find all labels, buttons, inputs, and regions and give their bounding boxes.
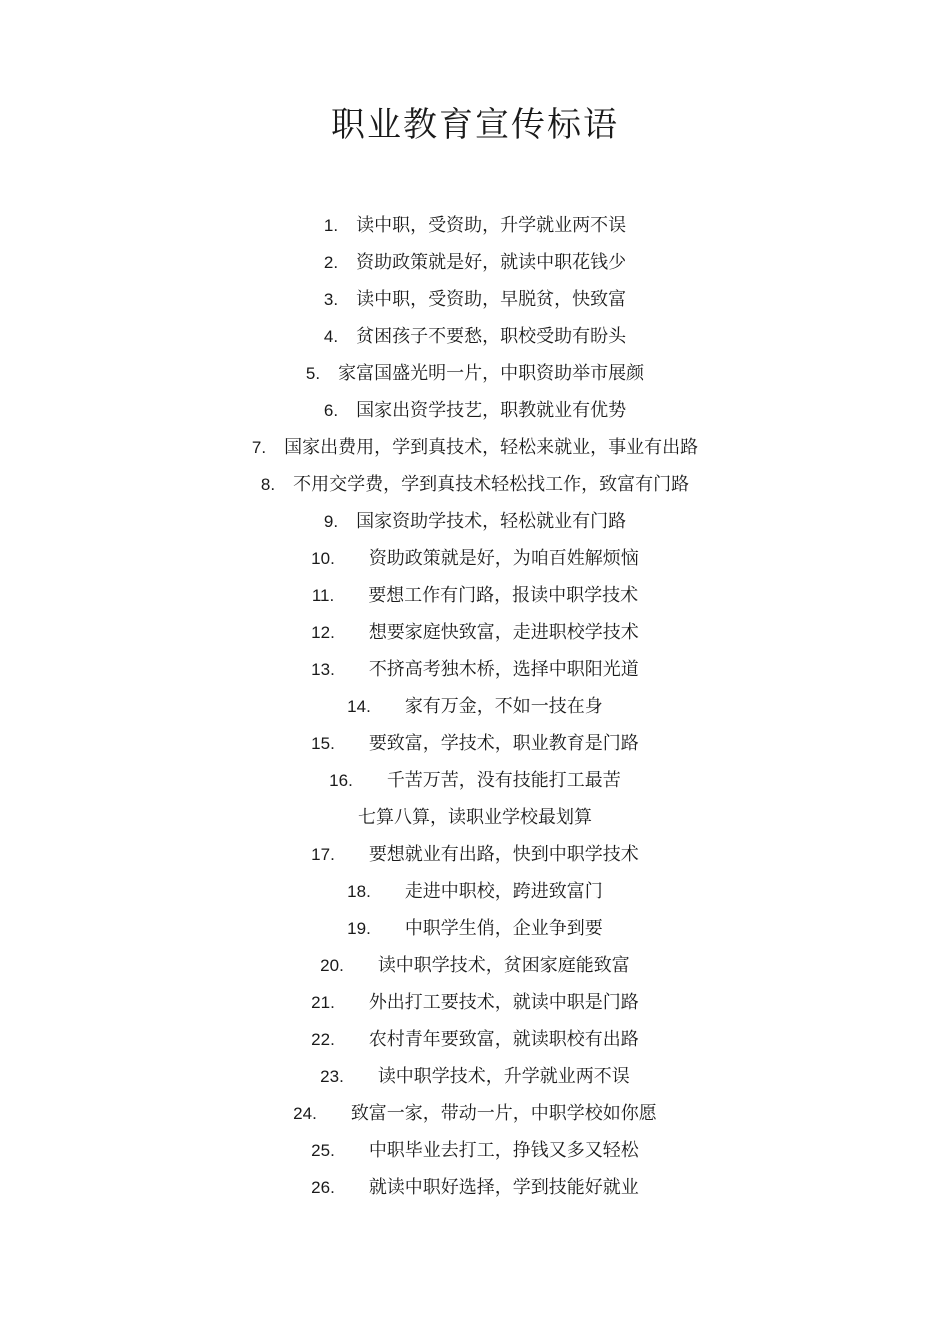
list-item	[0, 651, 950, 688]
list-item	[0, 947, 950, 984]
item-text: 千苦万苦，没有技能打工最苦	[386, 770, 621, 791]
item-number: 12.	[311, 623, 335, 642]
item-number: 7.	[251, 438, 267, 457]
list-item	[0, 799, 950, 836]
list-item	[0, 244, 950, 281]
list-item	[0, 1058, 950, 1095]
item-text: 要想工作有门路，报读中职学技术	[368, 585, 639, 606]
item-number: 10.	[311, 549, 335, 568]
item-number: 14.	[347, 697, 371, 716]
item-number: 22.	[311, 1030, 335, 1049]
list-item	[0, 503, 950, 540]
item-text: 不用交学费，学到真技术轻松找工作，致富有门路	[293, 474, 690, 495]
item-text: 致富一家，带动一片，中职学校如你愿	[350, 1103, 657, 1124]
item-text: 要致富，学技术，职业教育是门路	[368, 733, 639, 754]
item-text: 国家出资学技艺，职教就业有优势	[356, 400, 627, 421]
item-text: 贫困孩子不要愁，职校受助有盼头	[356, 326, 627, 347]
item-text: 读中职，受资助，升学就业两不误	[356, 215, 627, 236]
item-number: 25.	[311, 1141, 335, 1160]
item-text: 走进中职校，跨进致富门	[404, 881, 603, 902]
list-item	[0, 466, 950, 503]
list-item	[0, 281, 950, 318]
item-text: 读中职学技术，升学就业两不误	[377, 1066, 630, 1087]
list-item	[0, 318, 950, 355]
item-text: 资助政策就是好，就读中职花钱少	[356, 252, 627, 273]
list-item	[0, 688, 950, 725]
list-item	[0, 984, 950, 1021]
item-number: 21.	[311, 993, 335, 1012]
list-item	[0, 614, 950, 651]
slogan-list	[0, 207, 950, 1206]
list-item	[0, 725, 950, 762]
list-item	[0, 1095, 950, 1132]
list-item	[0, 1132, 950, 1169]
item-text: 国家资助学技术，轻松就业有门路	[356, 511, 627, 532]
item-number: 5.	[305, 364, 321, 383]
list-item	[0, 873, 950, 910]
item-number: 18.	[347, 882, 371, 901]
item-number: 23.	[320, 1067, 344, 1086]
item-text: 读中职，受资助，早脱贫，快致富	[356, 289, 627, 310]
item-text: 不挤高考独木桥，选择中职阳光道	[368, 659, 639, 680]
item-number: 4.	[323, 327, 339, 346]
list-item	[0, 1021, 950, 1058]
list-item	[0, 1169, 950, 1206]
list-item	[0, 355, 950, 392]
list-item	[0, 836, 950, 873]
item-number: 20.	[320, 956, 344, 975]
item-text: 资助政策就是好，为咱百姓解烦恼	[368, 548, 639, 569]
item-number: 8.	[260, 475, 276, 494]
item-number: 17.	[311, 845, 335, 864]
item-number: 26.	[311, 1178, 335, 1197]
item-text: 国家出费用，学到真技术，轻松来就业，事业有出路	[284, 437, 699, 458]
item-text: 读中职学技术，贫困家庭能致富	[377, 955, 630, 976]
item-number: 9.	[323, 512, 339, 531]
item-number: 19.	[347, 919, 371, 938]
page-title: 职业教育宣传标语	[331, 105, 619, 145]
item-number: 15.	[311, 734, 335, 753]
item-text: 中职毕业去打工，挣钱又多又轻松	[368, 1140, 639, 1161]
item-text: 七算八算，读职业学校最划算	[358, 807, 592, 828]
item-number: 13.	[311, 660, 335, 679]
list-item	[0, 429, 950, 466]
item-text: 家富国盛光明一片，中职资助举市展颜	[338, 363, 645, 384]
item-number: 16.	[329, 771, 353, 790]
item-number: 2.	[323, 253, 339, 272]
list-item	[0, 392, 950, 429]
item-number: 6.	[323, 401, 339, 420]
item-number: 24.	[293, 1104, 317, 1123]
list-item	[0, 762, 950, 799]
item-text: 家有万金，不如一技在身	[404, 696, 603, 717]
item-number: 1.	[323, 216, 339, 235]
item-text: 就读中职好选择，学到技能好就业	[368, 1177, 639, 1198]
item-text: 要想就业有出路，快到中职学技术	[368, 844, 639, 865]
list-item	[0, 540, 950, 577]
list-item	[0, 577, 950, 614]
item-text: 想要家庭快致富，走进职校学技术	[368, 622, 639, 643]
item-number: 3.	[323, 290, 339, 309]
item-text: 外出打工要技术，就读中职是门路	[368, 992, 639, 1013]
item-text: 农村青年要致富，就读职校有出路	[368, 1029, 639, 1050]
item-number: 11.	[311, 586, 335, 605]
item-text: 中职学生俏，企业争到要	[404, 918, 603, 939]
list-item	[0, 910, 950, 947]
list-item	[0, 207, 950, 244]
